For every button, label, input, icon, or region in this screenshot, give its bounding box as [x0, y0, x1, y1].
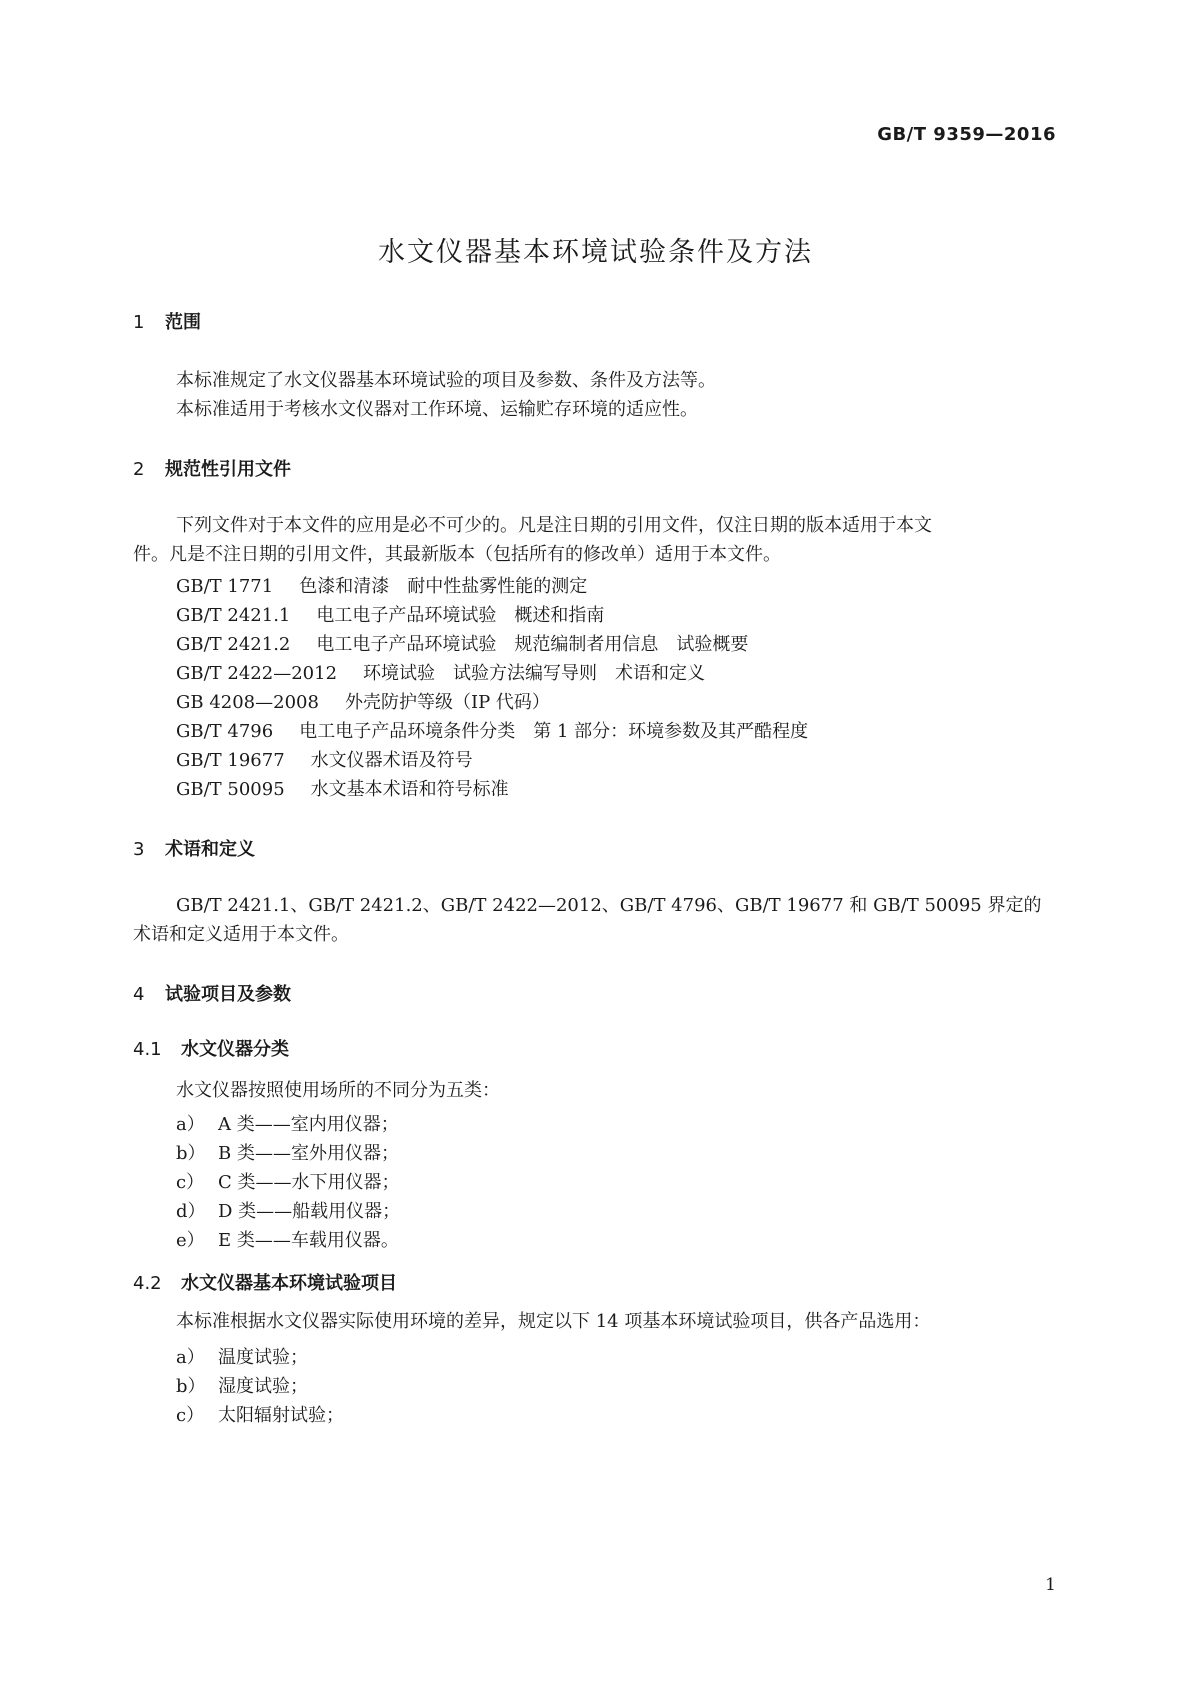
subsection-4-2-intro: 本标准根据水文仪器实际使用环境的差异，规定以下 14 项基本环境试验项目，供各产品选用： — [176, 1311, 931, 1332]
section-title: 范围 — [165, 312, 201, 333]
reference-title: 电工电子产品环境条件分类 第 1 部分：环境参数及其严酷程度 — [299, 721, 809, 742]
list-marker: a） — [176, 1347, 205, 1368]
list-item — [176, 1343, 308, 1369]
document-title: 水文仪器基本环境试验条件及方法 — [378, 237, 813, 268]
list-text: E 类——车载用仪器。 — [218, 1230, 399, 1251]
reference-code: GB/T 1771 — [176, 576, 274, 597]
list-marker: a） — [176, 1114, 205, 1135]
reference-code: GB 4208—2008 — [176, 692, 319, 713]
reference-code: GB/T 19677 — [176, 750, 285, 771]
reference-item — [176, 775, 509, 801]
page-number: 1 — [1045, 1575, 1056, 1595]
list-marker: b） — [176, 1143, 206, 1164]
reference-item — [176, 572, 587, 598]
list-item — [176, 1372, 308, 1398]
list-item — [176, 1110, 399, 1136]
subsection-4-2-heading — [133, 1269, 397, 1295]
reference-item — [176, 688, 550, 714]
list-text: C 类——水下用仪器； — [218, 1172, 400, 1193]
reference-code: GB/T 2421.2 — [176, 634, 291, 655]
section-title: 试验项目及参数 — [165, 984, 291, 1005]
subsection-4-1-heading — [133, 1035, 289, 1061]
reference-code: GB/T 2421.1 — [176, 605, 291, 626]
section-1-heading — [133, 308, 201, 334]
section-title: 规范性引用文件 — [165, 459, 291, 480]
subsection-title: 水文仪器分类 — [181, 1039, 289, 1060]
section-1-para-2: 本标准适用于考核水文仪器对工作环境、运输贮存环境的适应性。 — [176, 399, 698, 420]
list-marker: e） — [176, 1230, 205, 1251]
section-3-line-1: GB/T 2421.1、GB/T 2421.2、GB/T 2422—2012、GB/T 4796、GB/T 19677 和 GB/T 50095 界定的 — [176, 895, 1042, 916]
section-number: 2 — [133, 459, 145, 480]
list-item — [176, 1139, 399, 1165]
section-title: 术语和定义 — [165, 839, 255, 860]
reference-title: 色漆和清漆 耐中性盐雾性能的测定 — [299, 576, 588, 597]
section-4-heading — [133, 980, 291, 1006]
section-3-line-2: 术语和定义适用于本文件。 — [133, 924, 349, 945]
list-text: 太阳辐射试验； — [218, 1405, 344, 1426]
list-marker: c） — [176, 1172, 205, 1193]
subsection-title: 水文仪器基本环境试验项目 — [181, 1273, 397, 1294]
reference-title: 水文基本术语和符号标准 — [310, 779, 509, 800]
reference-title: 电工电子产品环境试验 概述和指南 — [316, 605, 605, 626]
reference-item — [176, 630, 748, 656]
list-marker: c） — [176, 1405, 205, 1426]
section-1-para-1: 本标准规定了水文仪器基本环境试验的项目及参数、条件及方法等。 — [176, 370, 716, 391]
list-text: B 类——室外用仪器； — [218, 1143, 399, 1164]
reference-item — [176, 717, 808, 743]
list-marker: d） — [176, 1201, 206, 1222]
reference-code: GB/T 50095 — [176, 779, 285, 800]
reference-item — [176, 659, 705, 685]
section-2-intro-line-1: 下列文件对于本文件的应用是必不可少的。凡是注日期的引用文件，仅注日期的版本适用于本文 — [176, 515, 932, 536]
standard-code: GB/T 9359—2016 — [877, 124, 1056, 145]
section-2-intro-line-2: 件。凡是不注日期的引用文件，其最新版本（包括所有的修改单）适用于本文件。 — [133, 544, 781, 565]
list-marker: b） — [176, 1376, 206, 1397]
subsection-4-1-intro: 水文仪器按照使用场所的不同分为五类： — [176, 1080, 500, 1101]
list-item — [176, 1401, 344, 1427]
section-3-heading — [133, 835, 255, 861]
section-number: 4 — [133, 984, 145, 1005]
list-text: D 类——船载用仪器； — [218, 1201, 401, 1222]
section-number: 1 — [133, 312, 145, 333]
section-number: 3 — [133, 839, 145, 860]
reference-title: 外壳防护等级（IP 代码） — [344, 692, 550, 713]
reference-code: GB/T 2422—2012 — [176, 663, 338, 684]
section-2-heading — [133, 455, 291, 481]
reference-title: 电工电子产品环境试验 规范编制者用信息 试验概要 — [316, 634, 749, 655]
list-text: 温度试验； — [218, 1347, 308, 1368]
list-text: A 类——室内用仪器； — [218, 1114, 399, 1135]
list-item — [176, 1226, 399, 1252]
subsection-number: 4.1 — [133, 1039, 162, 1060]
reference-item — [176, 601, 604, 627]
reference-title: 环境试验 试验方法编写导则 术语和定义 — [363, 663, 706, 684]
list-item — [176, 1168, 400, 1194]
reference-code: GB/T 4796 — [176, 721, 274, 742]
list-text: 湿度试验； — [218, 1376, 308, 1397]
list-item — [176, 1197, 400, 1223]
reference-item — [176, 746, 473, 772]
reference-title: 水文仪器术语及符号 — [310, 750, 473, 771]
subsection-number: 4.2 — [133, 1273, 162, 1294]
